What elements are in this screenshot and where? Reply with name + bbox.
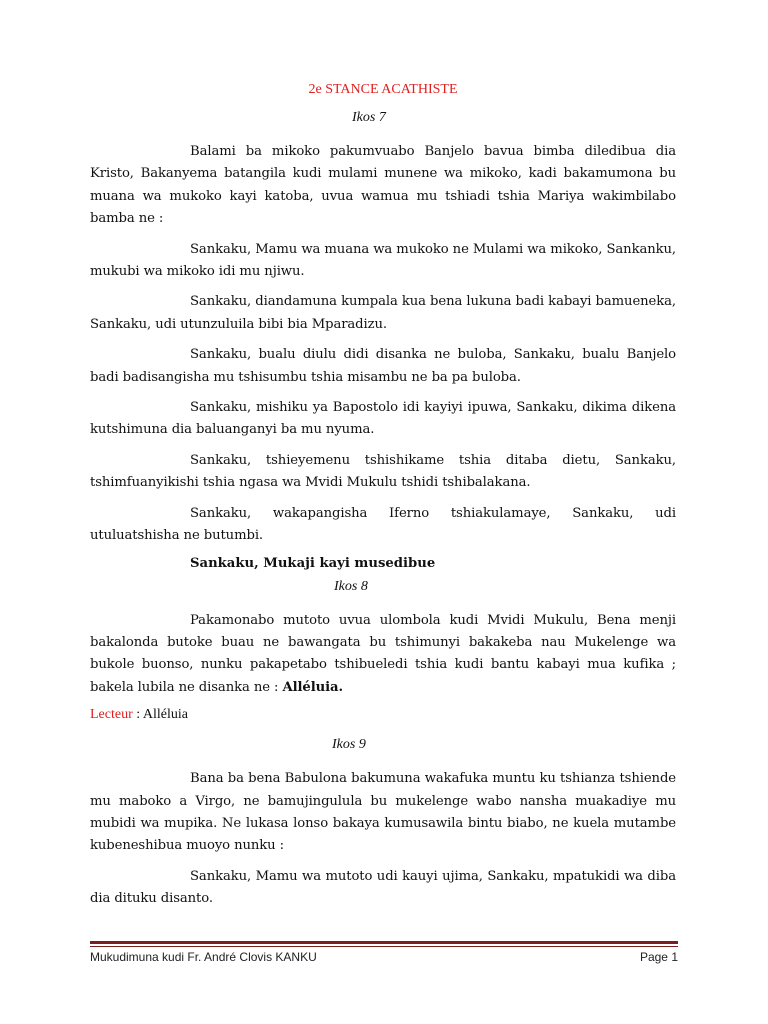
page-footer xyxy=(90,950,678,964)
ikos9-paragraph: Sankaku, Mamu wa mutoto udi kauyi ujima, Sankaku, mpatukidi wa diba dia dituku disanto. xyxy=(90,868,676,907)
lecteur-label: Lecteur xyxy=(90,707,133,723)
footer-divider xyxy=(90,941,678,944)
ikos7-paragraph: Sankaku, bualu diulu didi disanka ne buloba, Sankaku, bualu Banjelo badi badisangisha mu tshisumbu tshia misambu ne ba pa buloba. xyxy=(90,347,676,385)
ikos9-heading: Ikos 9 xyxy=(332,737,366,753)
page-number: Page 1 xyxy=(639,950,678,964)
ikos7-paragraph: Sankaku, diandamuna kumpala kua bena lukuna badi kabayi bamueneka, Sankaku, udi utunzuluila bibi bia Mparadizu. xyxy=(90,294,676,332)
ikos8-paragraph xyxy=(90,610,676,700)
ikos9-paragraph: Bana ba bena Babulona bakumuna wakafuka muntu ku tshianza tshiende mu maboko a Virgo, ne bamujingulula bu mukelenge wabo nansha muakadiye mu mubidi wa mupika. Ne lukasa lonso bakaya kumusawila bintu biabo, ne kuela mutambe kubeneshibua muoyo nunku : xyxy=(90,771,676,854)
ikos7-paragraph: Balami ba mikoko pakumvuabo Banjelo bavua bimba diledibua dia Kristo, Bakanyema batangila kudi mulami munene wa mikoko, kadi bakamumona bu muana wa mukoko kayi katoba, uvua wamua mu tshiadi tshia Mariya wakimbilabo bamba ne : xyxy=(90,144,676,227)
page-title: 2e STANCE ACATHISTE xyxy=(308,82,458,97)
document-body xyxy=(90,82,676,919)
ikos7-paragraph: Sankaku, Mamu wa muana wa mukoko ne Mulami wa mikoko, Sankanku, mukubi wa mikoko idi mu njiwu. xyxy=(90,241,676,280)
ikos7-refrain: Sankaku, Mukaji kayi musedibue xyxy=(190,555,436,571)
lecteur-line xyxy=(90,707,676,723)
lecteur-text: : Alléluia xyxy=(132,707,188,723)
footer-author: Mukudimuna kudi Fr. André Clovis KANKU xyxy=(90,950,317,964)
alleluia-text: Alléluia. xyxy=(282,679,343,695)
ikos8-text: Pakamonabo mutoto uvua ulombola kudi Mvidi Mukulu, Bena menji bakalonda butoke buau ne bawangata bu tshimunyi bakakeba nau Mukelenge wa bukole buonso, nunku pakapetabo tshibueledi tshia kudi bantu kabayi mua kufika ; bakela lubila ne disanka ne : xyxy=(90,612,676,695)
ikos7-paragraph: Sankaku, wakapangisha Iferno tshiakulamaye, Sankaku, udi utuluatshisha ne butumbi. xyxy=(90,505,676,544)
ikos8-heading: Ikos 8 xyxy=(334,578,368,594)
ikos7-heading: Ikos 7 xyxy=(352,110,386,125)
footer-divider-thin xyxy=(90,946,678,947)
ikos7-paragraph: Sankaku, tshieyemenu tshishikame tshia ditaba dietu, Sankaku, tshimfuanyikishi tshia ngasa wa Mvidi Mukulu tshidi tshibalakana. xyxy=(90,452,676,491)
ikos7-paragraph: Sankaku, mishiku ya Bapostolo idi kayiyi ipuwa, Sankaku, dikima dikena kutshimuna dia baluanganyi ba mu nyuma. xyxy=(90,400,676,438)
